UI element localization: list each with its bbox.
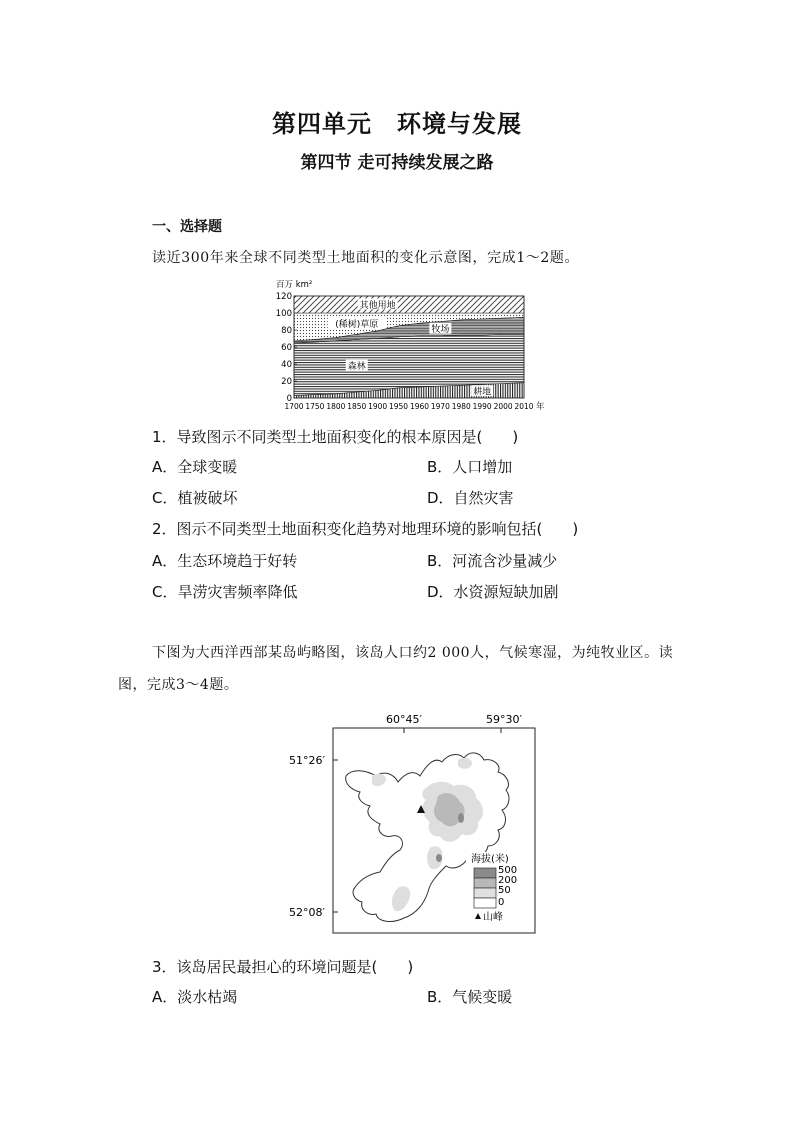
series-label: 森林 (347, 362, 366, 373)
x-tick-label: 1950 (389, 402, 409, 411)
question-2-option-a[interactable]: A．生态环境趋于好转 (152, 552, 298, 570)
legend-level-50: 50 (498, 885, 511, 896)
question-1-option-a[interactable]: A．全球变暖 (152, 458, 238, 476)
page-subtitle: 第四节 走可持续发展之路 (300, 153, 494, 173)
legend-swatch-500 (474, 868, 496, 878)
series-label: 耕地 (473, 387, 492, 398)
y-tick-label: 80 (281, 326, 292, 336)
question-1-stem: 1．导致图示不同类型土地面积变化的根本原因是( ) (152, 428, 519, 446)
x-tick-label: 1700 (284, 402, 304, 411)
y-tick-label: 0 (286, 394, 292, 404)
x-tick-label: 1900 (368, 402, 388, 411)
elevation-500-spot-2 (436, 854, 442, 862)
y-tick-label: 40 (281, 360, 292, 370)
y-tick-label: 20 (281, 377, 292, 387)
question-2-stem: 2．图示不同类型土地面积变化趋势对地理环境的影响包括( ) (152, 520, 579, 538)
map-legend (466, 852, 530, 923)
legend-peak-label: 山峰 (483, 912, 503, 923)
intro-text-1: 读近300年来全球不同类型土地面积的变化示意图，完成1～2题。 (152, 250, 580, 266)
lat-label-2: 52°08′ (289, 906, 325, 919)
y-tick-label: 100 (275, 309, 292, 319)
lat-label-1: 51°26′ (289, 754, 325, 767)
legend-swatch-50 (474, 888, 496, 898)
lon-label-1: 60°45′ (386, 713, 422, 726)
section-heading: 一、选择题 (152, 219, 222, 235)
question-1-option-b[interactable]: B．人口增加 (427, 458, 513, 476)
x-unit-label: 年 (536, 402, 545, 412)
question-3-stem: 3．该岛居民最担心的环境问题是( ) (152, 958, 414, 976)
series-other (294, 296, 524, 313)
question-3-option-b[interactable]: B．气候变暖 (427, 988, 513, 1006)
legend-swatch-200 (474, 878, 496, 888)
page-title: 第四单元 环境与发展 (272, 110, 522, 138)
legend-title: 海拔(米) (471, 854, 509, 865)
legend-level-500: 500 (498, 865, 518, 876)
intro-text-2: 下图为大西洋西部某岛屿略图，该岛人口约2 000人，气候寒湿，为纯牧业区。读图，完成3～4题。 (118, 645, 674, 693)
question-2-option-d[interactable]: D．水资源短缺加剧 (427, 583, 559, 601)
question-2-option-b[interactable]: B．河流含沙量减少 (427, 552, 558, 570)
question-3-option-a[interactable]: A．淡水枯竭 (152, 988, 238, 1006)
land-area-chart (272, 278, 562, 416)
x-tick-label: 1980 (451, 402, 471, 411)
series-label: (稀树)草原 (335, 320, 379, 331)
y-tick-label: 60 (281, 343, 292, 353)
series-label: 其他用地 (359, 301, 396, 311)
question-1-option-c[interactable]: C．植被破坏 (152, 489, 238, 507)
y-axis-label: 百万 km² (276, 280, 313, 290)
island-map (280, 710, 550, 936)
x-tick-label: 1750 (305, 402, 325, 411)
x-tick-label: 2000 (493, 402, 513, 411)
lon-label-2: 59°30′ (486, 713, 522, 726)
y-tick-label: 120 (275, 292, 292, 302)
x-tick-label: 1800 (326, 402, 346, 411)
x-tick-label: 1960 (409, 402, 429, 411)
x-tick-label: 1970 (430, 402, 450, 411)
series-label: 牧场 (431, 325, 450, 336)
question-1-option-d[interactable]: D．自然灾害 (427, 489, 514, 507)
legend-level-0: 0 (498, 897, 505, 908)
x-tick-label: 2010 (514, 402, 534, 411)
x-tick-label: 1850 (347, 402, 367, 411)
x-tick-label: 1990 (472, 402, 492, 411)
question-2-option-c[interactable]: C．旱涝灾害频率降低 (152, 583, 298, 601)
legend-level-200: 200 (498, 875, 518, 886)
elevation-500-spot-1 (458, 813, 464, 823)
legend-swatch-0 (474, 898, 496, 908)
